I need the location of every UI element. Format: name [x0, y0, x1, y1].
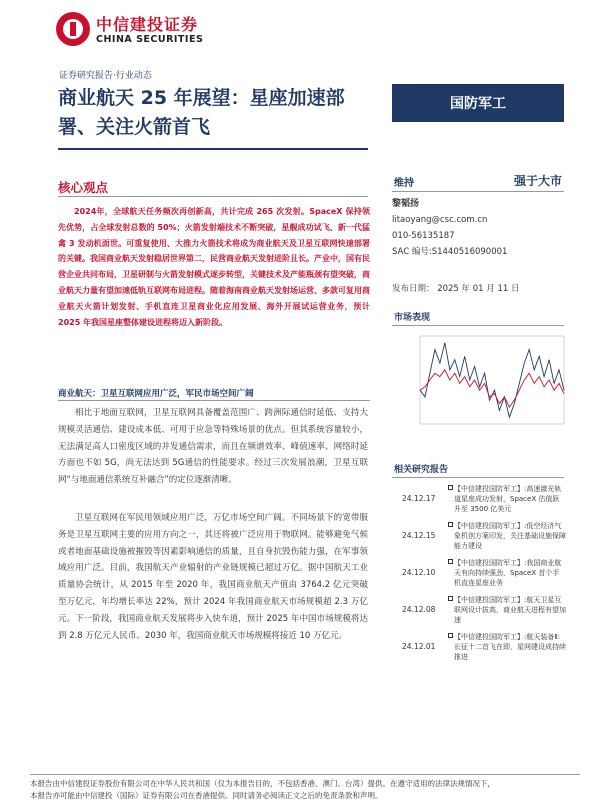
core-heading: 核心观点 — [58, 180, 109, 195]
footer-disclaimer — [30, 778, 580, 800]
analyst-sac: SAC 编号:S1440516090001 — [392, 247, 508, 257]
sector-badge: 国防军工 — [392, 84, 564, 122]
logo-text-en: CHINA SECURITIES — [96, 34, 204, 45]
chart-plot-area — [420, 336, 564, 424]
related-report-title[interactable]: 【中信建投国防军工】:航天卫星互联网设计拔高，商业航天进程有望加速 — [454, 596, 566, 624]
footer-divider — [30, 774, 580, 775]
checkbox-icon — [448, 522, 453, 527]
body-paragraph-1: 相比于地面互联网，卫星互联网具备覆盖范围广、跨洲际通信时延低、支持大规模灵活通信、建设成本低、可用于应急等特殊场景的优点。但其系统容量较小，无法满足高人口密度区域的并发通信需求，而且在频谱效率、峰值速率、网络时延方面也不如 5G，尚无法达到 5G通信的性能要求。经过三次发展浪潮，卫星互联网“与地面通信系统互补融合”的定位逐渐清晰。 — [58, 408, 368, 486]
related-report-date: 24.12.10 — [402, 568, 436, 577]
market-chart — [392, 330, 568, 440]
related-report-item[interactable] — [392, 632, 568, 669]
related-report-title[interactable]: 【中信建投国防军工】:高速激光轨道星座成功发射，SpaceX 估值跃升至 3500 亿美元 — [454, 485, 562, 513]
analyst-name: 黎韬扬 — [392, 199, 420, 209]
rating-value: 强于大市 — [513, 174, 562, 188]
logo-text-cn: 中信建投证券 — [96, 15, 199, 34]
related-report-date: 24.12.17 — [402, 494, 436, 503]
related-report-title[interactable]: 【中信建投国防军工】:航天装备Ⅱ:长征十二首飞在即，星网建设成持续推进 — [454, 633, 566, 661]
related-report-date: 24.12.01 — [402, 642, 436, 651]
related-report-item[interactable] — [392, 558, 568, 595]
checkbox-icon — [448, 633, 453, 638]
related-report-date: 24.12.15 — [402, 531, 436, 540]
core-body: 2024年，全球航天任务频次再创新高，共计完成 265 次发射。SpaceX 保持领先优势，占全球发射总数的 50%；火箭发射端技术不断突破，星舰成功试飞、新一代猛禽 3 发动机面世。可重复使用、大推力火箭技术将成为商业航天及卫星互联网快速部署的关键。我国商业航天发射稳居世界第二，民营商业航天发射进阶且长。产业中，国有民营企业共同布局，卫星研制与火箭发射模式逐步转型，关键技术及产能瓶颈有望突破，商业航天力量有望加速低轨互联网布局进程。随着海南商业航天发射场运营、多款可复用商业航天火箭计划发射、手机直连卫星商业化应用发展、海外开展试运营业务，预计 2025 年我国星座整体建设进程将迈入新阶段。 — [58, 207, 370, 327]
analyst-email[interactable]: litaoyang@csc.com.cn — [392, 215, 488, 225]
checkbox-icon — [448, 559, 453, 564]
checkbox-icon — [448, 485, 453, 490]
related-report-item[interactable] — [392, 595, 568, 632]
report-type: 证券研究报告·行业动态 — [59, 71, 152, 81]
rating-label: 维持 — [394, 178, 414, 189]
footer-line-2: 本报告亦可能由中信建投（国际）证券有限公司在香港提供。同时请务必阅读正文之后的免责条款和声明。 — [30, 791, 383, 800]
related-report-item[interactable] — [392, 521, 568, 558]
publish-date: 发布日期： 2025 年 01 月 11 日 — [392, 284, 520, 294]
related-report-item[interactable] — [392, 484, 568, 521]
related-list — [392, 484, 568, 669]
report-title: 商业航天 25 年展望：星座加速部署、关注火箭首飞 — [58, 87, 345, 138]
logo-mark-icon — [56, 12, 90, 46]
core-divider — [58, 196, 368, 197]
related-report-title[interactable]: 【中信建投国防军工】:低空经济气象机创方案印发，关注基础设施保障能力建设 — [454, 522, 566, 550]
market-heading: 市场表现 — [392, 310, 564, 326]
chart-series-line-1 — [420, 343, 564, 417]
related-heading: 相关研究报告 — [392, 462, 564, 478]
related-report-date: 24.12.08 — [402, 605, 436, 614]
rating-bar — [392, 172, 564, 192]
analyst-phone: 010-56135187 — [392, 231, 455, 241]
title-divider — [58, 148, 368, 150]
analyst-info — [392, 196, 564, 260]
checkbox-icon — [448, 596, 453, 601]
body-paragraph-2: 卫星互联网在军民用领域应用广泛，万亿市场空间广阔。不同场景下的宽带服务是卫星互联网主要的应用方向之一，其还将被广泛应用于物联网。能够避免气候或者地面基础设施被摧毁等因素影响通信的质量，且自身抗毁伤能力强，在军事领域应用广泛。目前，我国航天产业辐射的产业链规模已超过万亿。据中国航天工业质量协会统计，从 2015 年至 2020 年，我国商业航天产值由 3764.2 亿元突破至万亿元，年均增长率达 22%，预计 2024 年我国商业航天市场规模超 2.3 万亿元。下一阶段，我国商业航天发展将步入快车道，预计 2025 年中国市场规模将达到 2.8 万亿元人民币。2030 年，我国商业航天市场规模将接近 10 万亿元。 — [58, 513, 368, 641]
footer-line-1: 本报告由中信建投证券股份有限公司在中华人民共和国（仅为本报告目的，不包括香港、澳门、台湾）提供。在遵守适用的法律法规情况下， — [30, 779, 495, 788]
company-logo — [56, 10, 236, 50]
related-report-title[interactable]: 【中信建投国防军工】:我国商业航天有向持续强劲，SpaceX 首个手机直连星座业务 — [454, 559, 562, 587]
chart-series-line-2 — [420, 370, 564, 407]
section-title: 商业航天：卫星互联网应用广泛，军民市场空间广阔 — [58, 389, 254, 399]
